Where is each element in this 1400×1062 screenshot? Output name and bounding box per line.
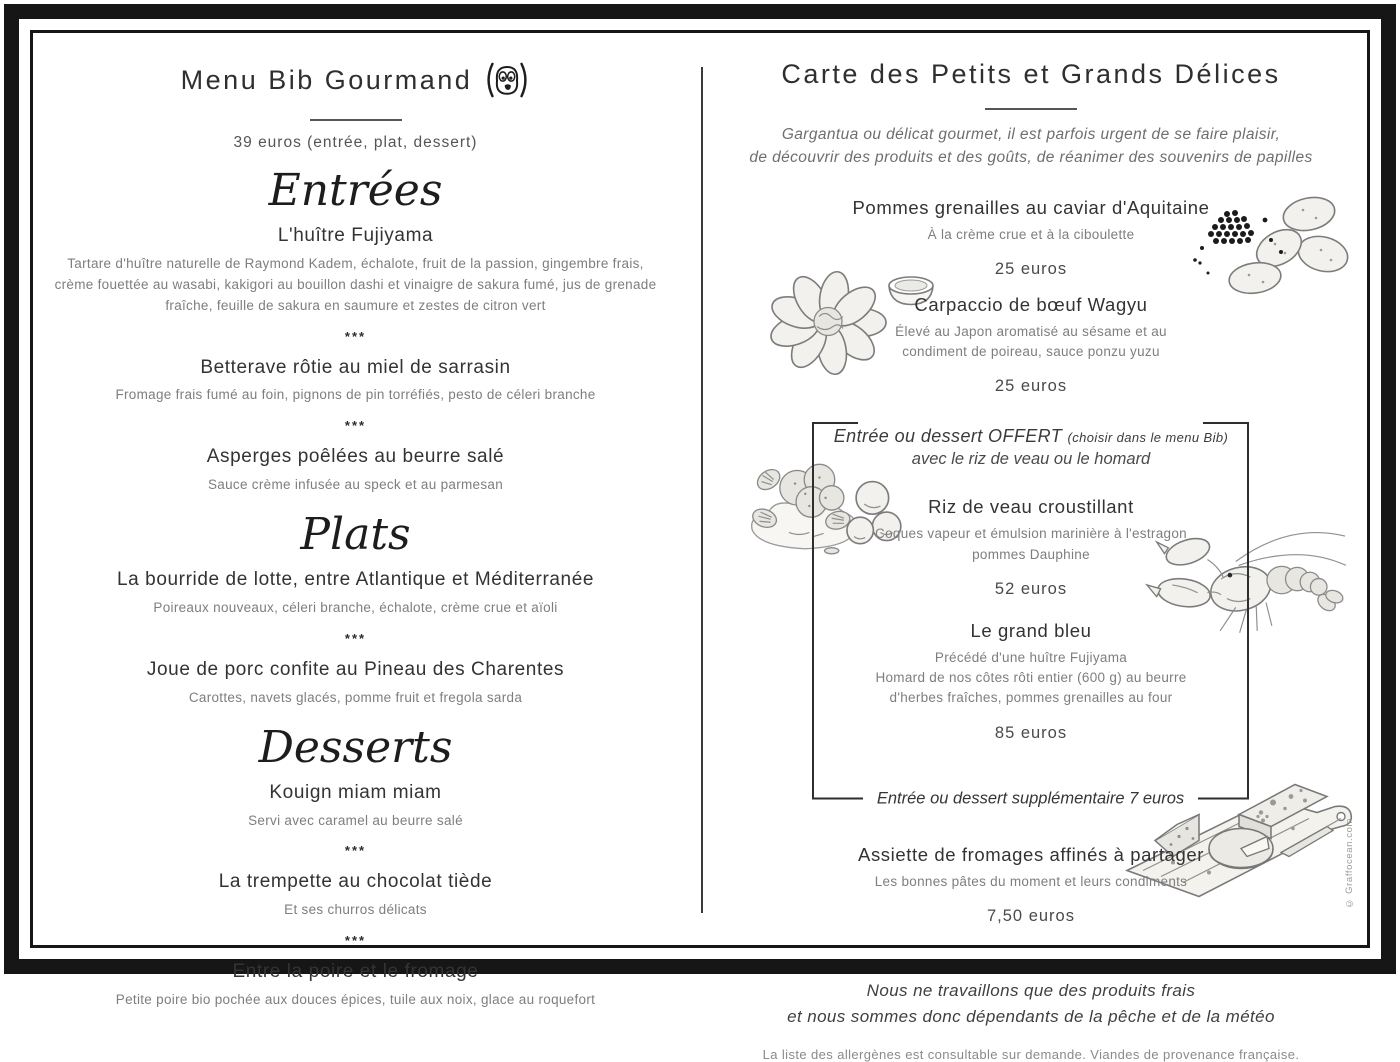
menu-item <box>33 870 678 921</box>
item-name: La trempette au chocolat tiède <box>218 871 493 893</box>
item-price: 85 euros <box>994 723 1068 742</box>
left-menu-title-text: Menu Bib Gourmand <box>180 64 473 95</box>
item-name: Le grand bleu <box>970 619 1092 641</box>
item-name: Riz de veau croustillant <box>928 496 1134 518</box>
outer-frame <box>4 4 1396 1062</box>
menu-item <box>33 224 678 317</box>
menu-item <box>688 843 1374 926</box>
item-description: Précédé d'une huître Fujiyama <box>934 649 1128 665</box>
offer-bracket-left <box>812 422 858 798</box>
item-price: 25 euros <box>994 259 1068 278</box>
offer-bracket-right <box>1203 422 1249 798</box>
item-description: À la crème crue et à la ciboulette <box>927 226 1135 242</box>
item-description: Sauce crème infusée au speck et au parmesan <box>207 477 504 493</box>
offer-supplement-line <box>812 789 1249 808</box>
item-description: pommes Dauphine <box>972 546 1090 562</box>
bib-gourmand-mascot-icon <box>484 59 530 101</box>
special-offer-section <box>688 422 1374 808</box>
item-description: Servi avec caramel au beurre salé <box>248 812 463 828</box>
title-rule <box>985 108 1077 110</box>
menu-item <box>33 445 678 496</box>
item-description: Carottes, navets glacés, pomme fruit et fregola sarda <box>188 689 523 705</box>
asterisk-separator: *** <box>344 843 367 859</box>
offer-headline <box>688 426 1374 447</box>
item-description: Tartare d'huître naturelle de Raymond Kadem, échalote, fruit de la passion, gingembre frais, crème fouettée au wasabi, kakigori au bouillon dashi et vinaigre de sakura fumé, jus de grenade fraîche, feuille de sakura en saumure et zestes de citron vert <box>54 255 657 313</box>
asterisk-separator: *** <box>344 418 367 434</box>
item-description: Poireaux nouveaux, céleri branche, échalote, crème crue et aïoli <box>153 599 558 615</box>
menu-item <box>33 568 678 619</box>
item-name: L'huître Fujiyama <box>277 225 434 247</box>
offer-headline-main: Entrée ou dessert OFFERT <box>833 426 1063 447</box>
item-price: 52 euros <box>994 579 1068 598</box>
menu-item <box>688 196 1374 279</box>
menu-item <box>33 960 678 1011</box>
left-menu-title <box>33 59 678 101</box>
item-description: Les bonnes pâtes du moment et leurs condiments <box>874 873 1188 889</box>
menu-price-line: 39 euros (entrée, plat, dessert) <box>233 134 478 151</box>
item-name: Kouign miam miam <box>269 781 442 803</box>
item-description: Élevé au Japon aromatisé au sésame et au <box>895 323 1167 339</box>
item-name: Pommes grenailles au caviar d'Aquitaine <box>852 196 1210 218</box>
item-name: La bourride de lotte, entre Atlantique et Méditerranée <box>116 569 595 591</box>
asterisk-separator: *** <box>344 328 367 344</box>
intro-line: de découvrir des produits et des goûts, de réanimer des souvenirs de papilles <box>749 149 1313 167</box>
item-description: Fromage frais fumé au foin, pignons de pin torréfiés, pesto de céleri branche <box>115 387 596 403</box>
section-heading-entrees: Entrées <box>268 165 443 216</box>
menu-item <box>33 781 678 832</box>
bib-gourmand-menu-column <box>33 33 678 1007</box>
fresh-products-note <box>688 978 1374 1031</box>
inner-frame <box>30 30 1370 1062</box>
carte-delices-column <box>688 33 1374 1062</box>
item-name: Entre la poire et le fromage <box>232 961 479 983</box>
offer-supplement-text: Entrée ou dessert supplémentaire 7 euros <box>876 789 1185 808</box>
item-description: condiment de poireau, sauce ponzu yuzu <box>902 344 1160 360</box>
menu-item <box>688 293 1374 397</box>
item-name: Joue de porc confite au Pineau des Charentes <box>146 658 565 680</box>
menu-item <box>688 619 1374 743</box>
designer-credit: © Graffocean.com <box>1344 818 1355 909</box>
asterisk-separator: *** <box>344 630 367 646</box>
offer-headline-small: (choisir dans le menu Bib) <box>1067 430 1229 446</box>
note-line: et nous sommes donc dépendants de la pêche et de la météo <box>787 1007 1275 1027</box>
offer-headline-line2: avec le riz de veau ou le homard <box>911 450 1151 469</box>
right-menu-title-text: Carte des Petits et Grands Délices <box>781 59 1281 89</box>
intro-line: Gargantua ou délicat gourmet, il est parfois urgent de se faire plaisir, <box>781 126 1281 143</box>
item-description: d'herbes fraîches, pommes grenailles au four <box>889 690 1173 706</box>
item-price: 7,50 euros <box>987 906 1075 925</box>
menu-item <box>33 356 678 407</box>
menu-item <box>688 495 1374 599</box>
item-name: Betterave rôtie au miel de sarrasin <box>200 356 511 378</box>
asterisk-separator: *** <box>344 933 367 949</box>
item-description: Petite poire bio pochée aux douces épices, tuile aux noix, glace au roquefort <box>115 991 596 1007</box>
item-description: Et ses churros délicats <box>284 902 427 918</box>
title-rule <box>310 119 402 121</box>
allergens-notice: La liste des allergènes est consultable sur demande. Viandes de provenance française. <box>762 1046 1300 1062</box>
section-heading-plats: Plats <box>300 509 411 561</box>
item-description: Homard de nos côtes rôti entier (600 g) au beurre <box>875 670 1187 686</box>
section-heading-desserts: Desserts <box>258 721 453 773</box>
item-name: Asperges poêlées au beurre salé <box>206 446 505 468</box>
item-name: Carpaccio de bœuf Wagyu <box>914 293 1148 315</box>
note-line: Nous ne travaillons que des produits frais <box>866 980 1196 1000</box>
item-description: Coques vapeur et émulsion marinière à l'estragon <box>875 526 1187 542</box>
item-price: 25 euros <box>994 377 1068 396</box>
item-name: Assiette de fromages affinés à partager <box>858 843 1204 865</box>
menu-intro <box>688 123 1374 170</box>
menu-item <box>33 658 678 709</box>
right-menu-title <box>688 59 1374 90</box>
